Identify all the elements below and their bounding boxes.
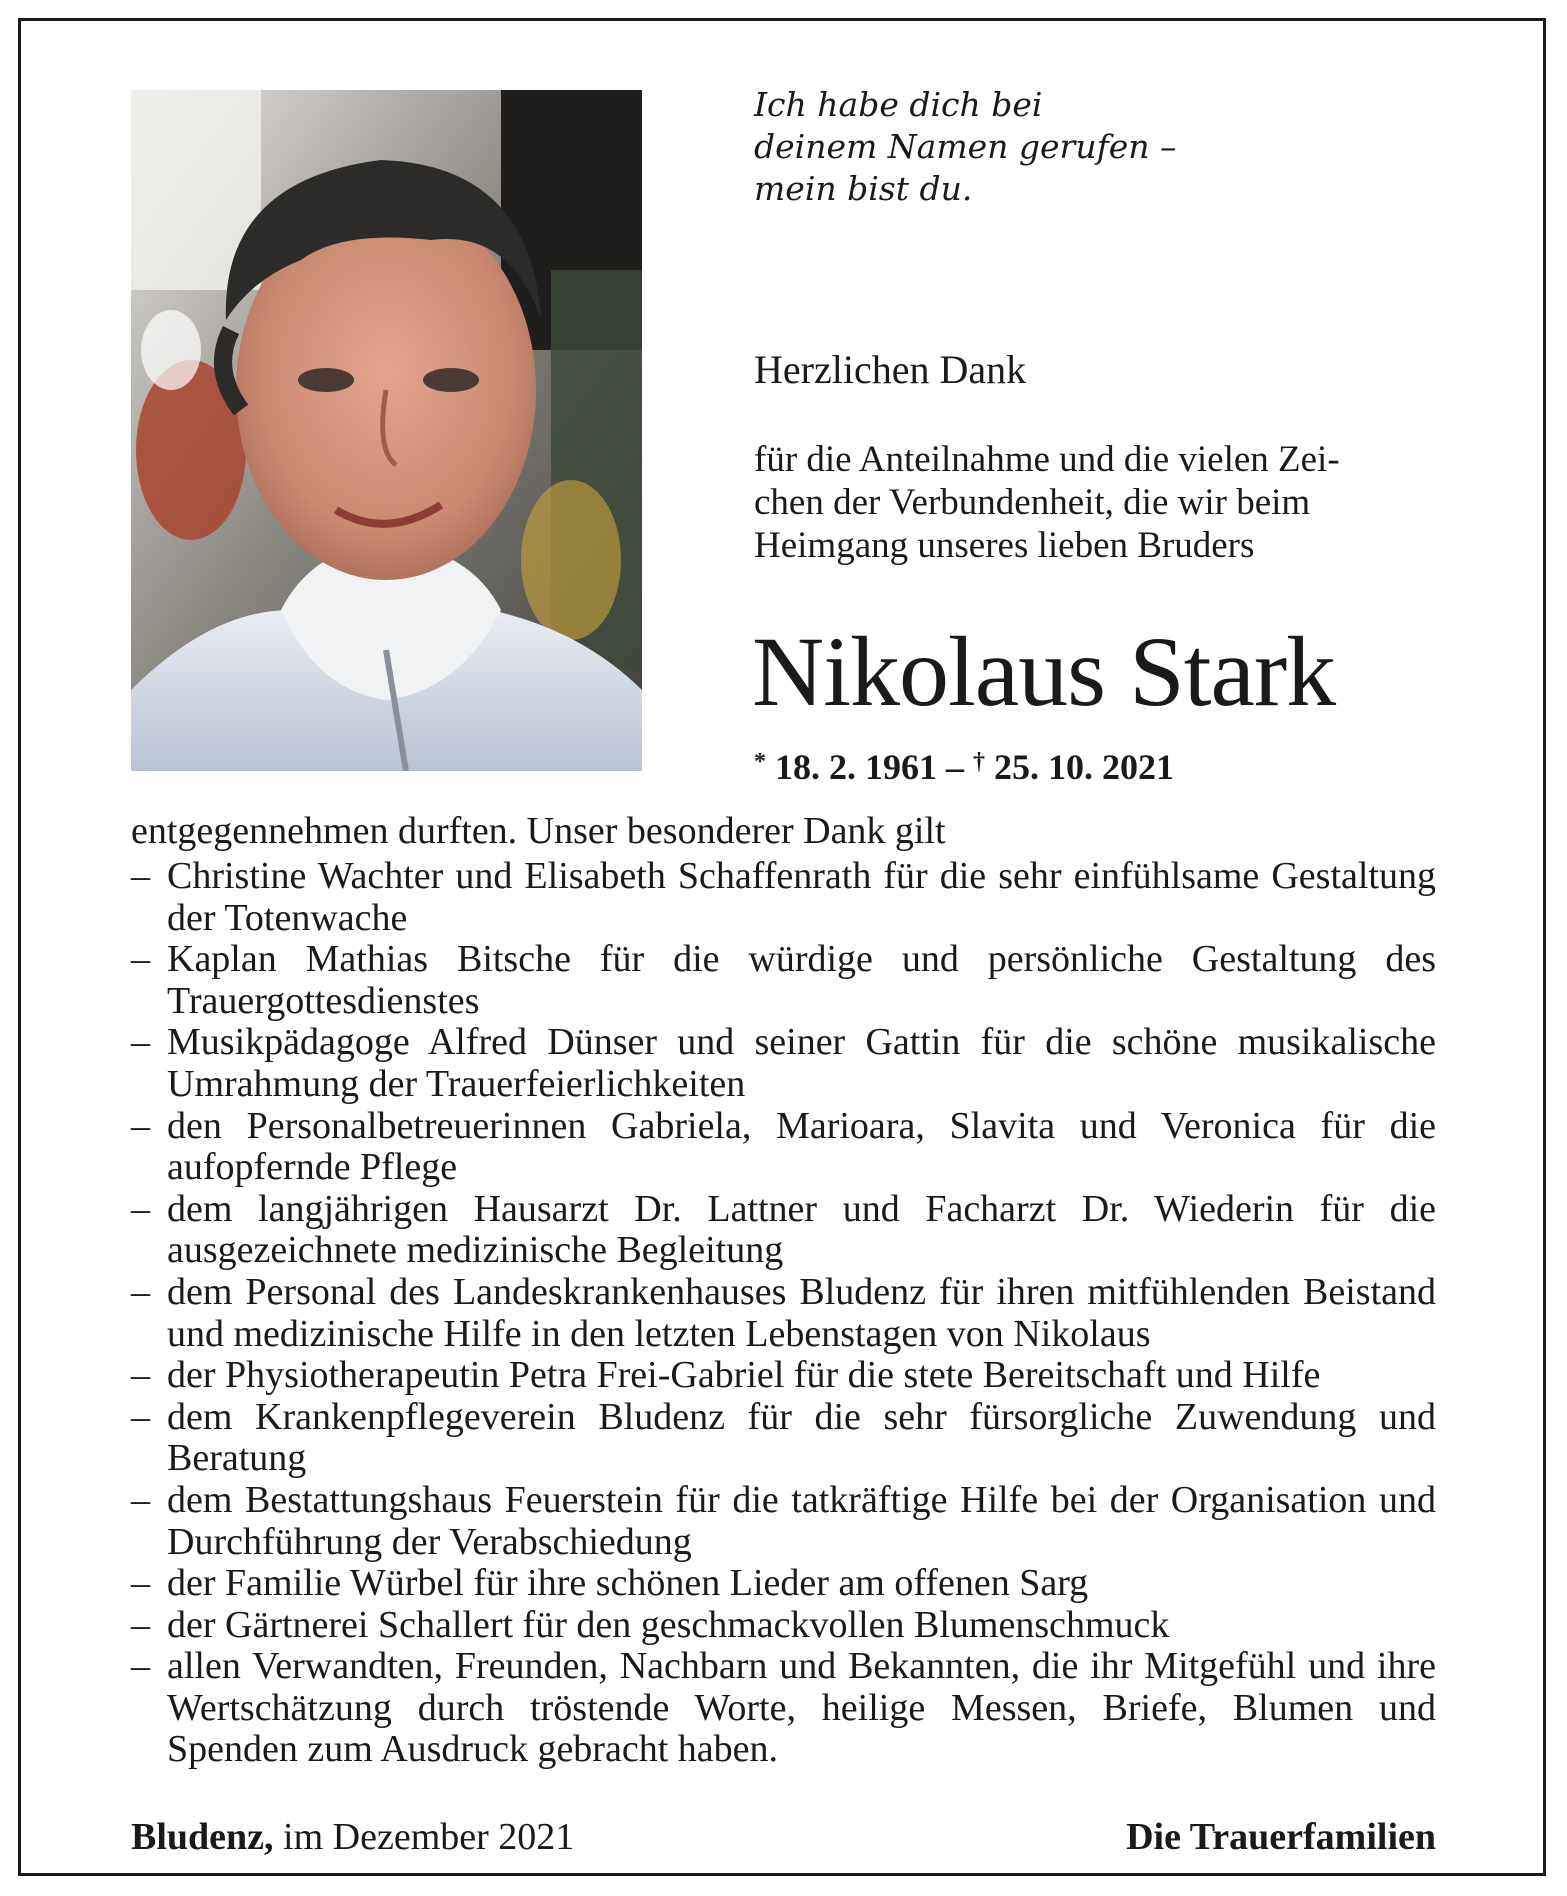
footer-place-date <box>131 1814 574 1860</box>
list-item: – den Personalbetreuerinnen Gabriela, Marioara, Slavita und Veronica für die aufopfernde Pflege <box>131 1106 1436 1189</box>
list-item: – dem langjährigen Hausarzt Dr. Lattner und Facharzt Dr. Wiederin für die ausgezeichnete medizinische Begleitung <box>131 1189 1436 1272</box>
death-symbol: † <box>973 749 985 775</box>
intro-line: für die Anteilnahme und die vielen Zei- <box>754 439 1340 480</box>
date-separator: – <box>946 747 964 787</box>
list-item: – Musikpädagoge Alfred Dünser und seiner Gattin für die schöne musikalische Umrahmung der Trauerfeierlichkeiten <box>131 1022 1436 1105</box>
birth-symbol: * <box>754 749 766 775</box>
list-item: – der Gärtnerei Schallert für den geschmackvollen Blumenschmuck <box>131 1605 1436 1647</box>
thanks-heading: Herzlichen Dank <box>754 347 1027 392</box>
list-item: – dem Krankenpflegeverein Bludenz für die sehr fürsorgliche Zuwendung und Beratung <box>131 1397 1436 1480</box>
list-item: – Christine Wachter und Elisabeth Schaffenrath für die sehr einfühlsame Gestaltung der Totenwache <box>131 856 1436 939</box>
list-item: – dem Bestattungshaus Feuerstein für die tatkräftige Hilfe bei der Organisation und Durchführung der Verabschiedung <box>131 1480 1436 1563</box>
death-date: 25. 10. 2021 <box>994 747 1174 787</box>
life-dates <box>754 739 1174 790</box>
deceased-name: Nikolaus Stark <box>752 616 1336 727</box>
intro-line: Heimgang unseres lieben Bruders <box>754 525 1255 566</box>
footer-place: Bludenz, <box>131 1816 274 1858</box>
birth-date: 18. 2. 1961 <box>775 747 937 787</box>
lead-text: entgegennehmen durften. Unser besonderer Dank gilt <box>131 810 946 852</box>
verse-quote <box>754 84 1354 210</box>
intro-line: chen der Verbundenheit, die wir beim <box>754 482 1311 523</box>
list-item: – der Physiotherapeutin Petra Frei-Gabriel für die stete Bereitschaft und Hilfe <box>131 1355 1436 1397</box>
list-item: – Kaplan Mathias Bitsche für die würdige und persönliche Gestaltung des Trauergottesdienstes <box>131 939 1436 1022</box>
thanks-list <box>131 856 1436 1771</box>
verse-line: mein bist du. <box>754 169 973 208</box>
verse-line: deinem Namen gerufen – <box>754 127 1177 166</box>
verse-line: Ich habe dich bei <box>754 85 1043 124</box>
intro-text <box>754 438 1434 567</box>
portrait-illustration <box>131 90 642 771</box>
footer-date: im Dezember 2021 <box>283 1816 575 1858</box>
footer-signature: Die Trauerfamilien <box>1126 1816 1436 1858</box>
list-item: – dem Personal des Landeskrankenhauses Bludenz für ihren mitfühlenden Beistand und medizinische Hilfe in den letzten Lebenstagen von Nikolaus <box>131 1272 1436 1355</box>
list-item: – allen Verwandten, Freunden, Nachbarn und Bekannten, die ihr Mitgefühl und ihre Wertschätzung durch tröstende Worte, heilige Messen, Briefe, Blumen und Spenden zum Ausdruck gebracht haben. <box>131 1646 1436 1771</box>
portrait-photo <box>131 90 642 771</box>
list-item: – der Familie Würbel für ihre schönen Lieder am offenen Sarg <box>131 1563 1436 1605</box>
